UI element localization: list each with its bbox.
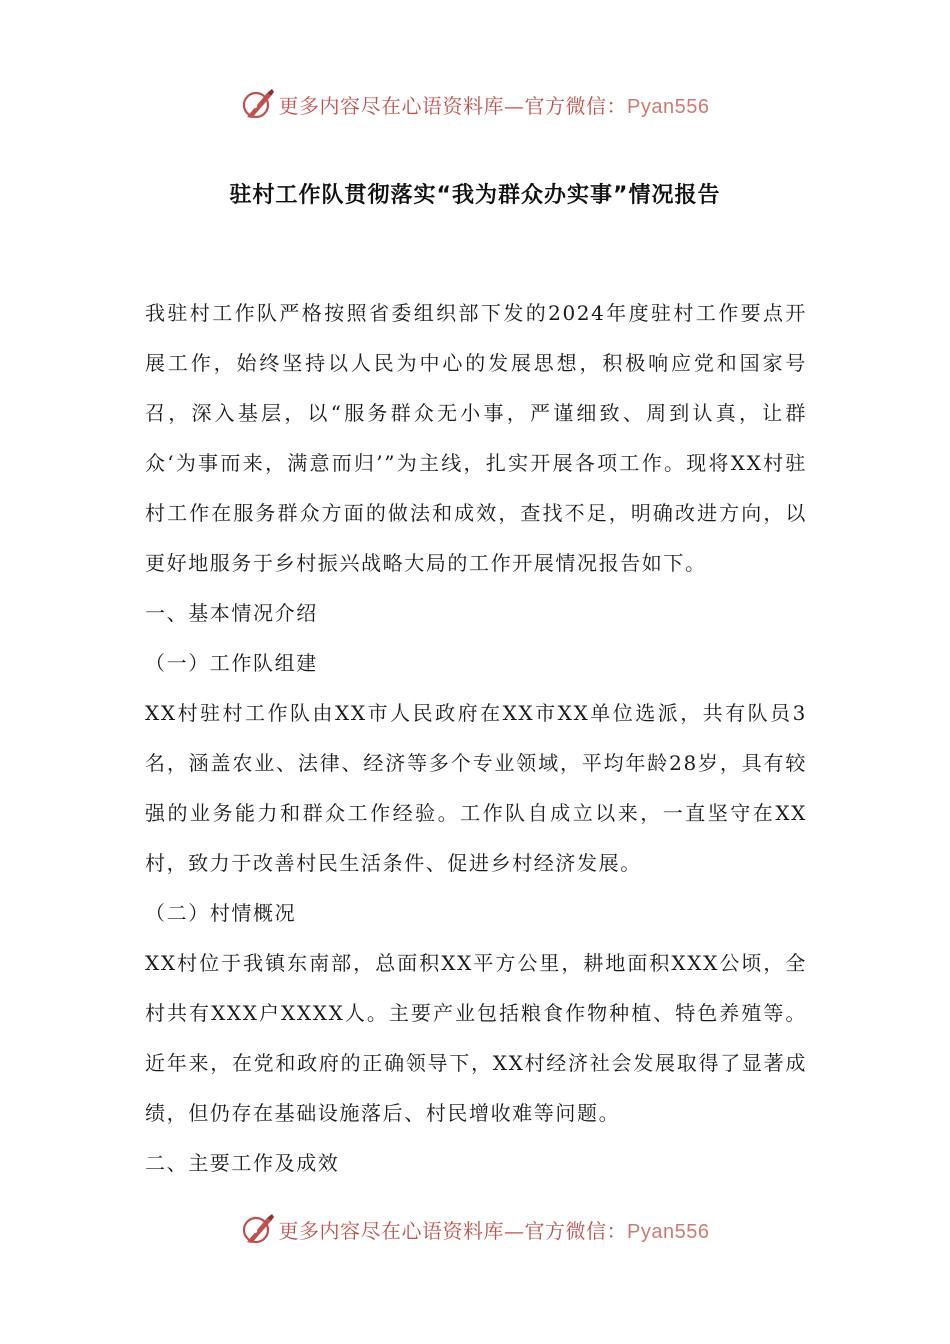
- heading-subsection-1: （一）工作队组建: [145, 651, 318, 675]
- heading-subsection-2: （二）村情概况: [145, 901, 297, 925]
- banner-text: 更多内容尽在心语资料库—官方微信：Pyan556: [278, 1218, 710, 1243]
- document-title: 驻村工作队贯彻落实“我为群众办实事”情况报告: [229, 183, 721, 208]
- banner-text: 更多内容尽在心语资料库—官方微信：Pyan556: [278, 93, 710, 118]
- pen-logo-icon: [241, 87, 275, 121]
- paragraph-village: XX村位于我镇东南部，总面积XX平方公里，耕地面积XXX公顷，全村共有XXX户XXXX人。主要产业包括粮食作物种植、特色养殖等。近年来，在党和政府的正确领导下，XX村经济社会发展取得了显著成绩，但仍存在基础设施落后、村民增收难等问题。: [145, 951, 807, 1125]
- wechat-id: Pyan556: [627, 95, 710, 118]
- pen-logo-icon: [241, 1212, 275, 1246]
- wechat-id: Pyan556: [627, 1220, 710, 1243]
- heading-section-2: 二、主要工作及成效: [145, 1151, 340, 1175]
- header-watermark-banner: [0, 84, 950, 124]
- document-body: [145, 288, 807, 1188]
- paragraph-intro: 我驻村工作队严格按照省委组织部下发的2024年度驻村工作要点开展工作，始终坚持以人民为中心的发展思想，积极响应党和国家号召，深入基层，以“服务群众无小事，严谨细致、周到认真，让群众‘为事而来，满意而归’”为主线，扎实开展各项工作。现将XX村驻村工作在服务群众方面的做法和成效，查找不足，明确改进方向，以更好地服务于乡村振兴战略大局的工作开展情况报告如下。: [145, 301, 807, 575]
- heading-section-1: 一、基本情况介绍: [145, 601, 318, 625]
- footer-watermark-banner: [0, 1209, 950, 1249]
- paragraph-team: XX村驻村工作队由XX市人民政府在XX市XX单位选派，共有队员3名，涵盖农业、法律、经济等多个专业领域，平均年龄28岁，具有较强的业务能力和群众工作经验。工作队自成立以来，一直坚守在XX村，致力于改善村民生活条件、促进乡村经济发展。: [145, 701, 807, 875]
